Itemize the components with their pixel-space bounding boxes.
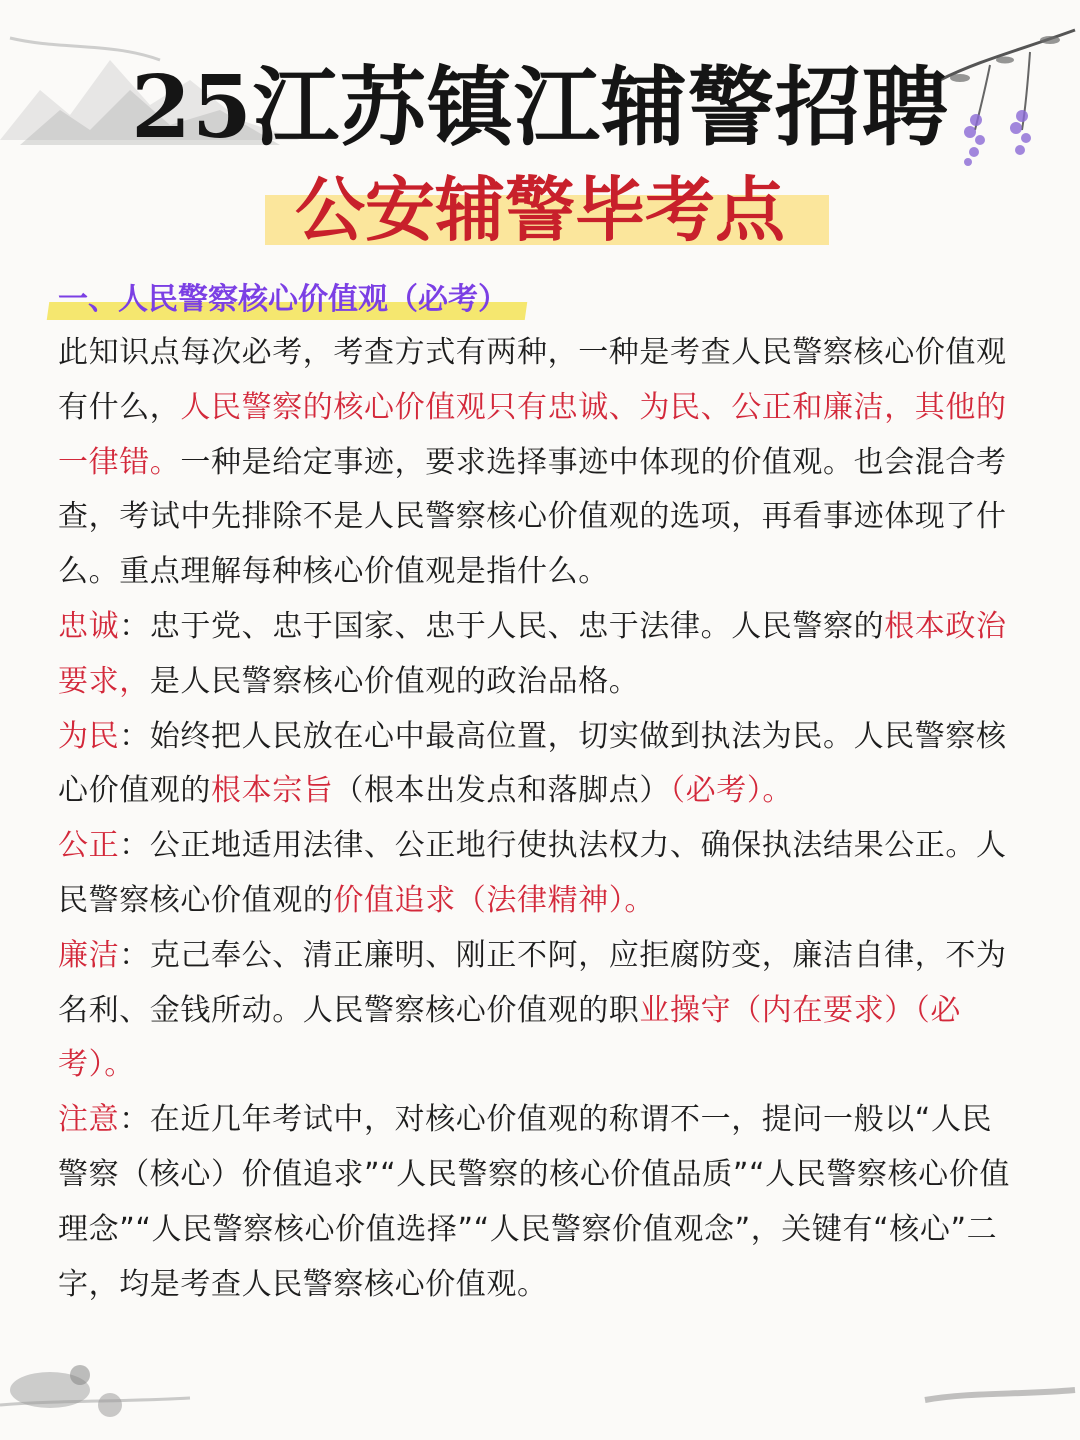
page-title: 25江苏镇江辅警招聘 xyxy=(131,57,949,158)
section-heading: 一、人民警察核心价值观（必考） xyxy=(58,278,522,322)
justice-text-1: ：公正地适用法律、公正地行使执法权力、确保执法结果公正。人民警察核心价值观的 xyxy=(58,828,1007,918)
justice-highlight: 价值追求（法律精神）。 xyxy=(333,882,656,918)
people-highlight-1: 根本宗旨 xyxy=(211,773,334,809)
justice-term: 公正 xyxy=(58,828,120,864)
people-paragraph xyxy=(58,710,1020,820)
people-highlight-2: （必考）。 xyxy=(670,773,794,809)
integrity-paragraph xyxy=(58,929,1020,1093)
integrity-text-1: ：克己奉公、清正廉明、刚正不阿，应拒腐防变，廉洁自律，不为名利、金钱所动。人民警察核心价值观的职 xyxy=(58,937,1007,1028)
integrity-term: 廉洁 xyxy=(58,937,120,973)
note-paragraph xyxy=(58,1093,1020,1312)
note-text: ：在近几年考试中，对核心价值观的称谓不一，提问一般以“人民警察（核心）价值追求”“人民警察的核心价值品质”“人民警察核心价值理念”“人民警察核心价值选择”“人民警察价值观念”，关键有“核心”二字，均是考查人民警察核心价值观。 xyxy=(58,1102,1010,1302)
people-text-2: （根本出发点和落脚点） xyxy=(333,773,671,809)
ink-stroke-decoration-icon xyxy=(920,1370,1080,1430)
ink-splash-decoration-icon xyxy=(0,1330,220,1440)
loyalty-text-2: 是人民警察核心价值观的政治品格。 xyxy=(149,663,640,699)
loyalty-paragraph xyxy=(58,600,1020,710)
intro-text-1: 此知识点每次必考，考查方式有两种，一种是考查人民警察核心价值观有什么， xyxy=(58,335,1007,425)
intro-paragraph xyxy=(58,326,1020,600)
loyalty-highlight: 根本政治要求， xyxy=(58,608,1007,699)
loyalty-term: 忠诚 xyxy=(58,608,120,644)
people-term: 为民 xyxy=(58,718,120,754)
justice-paragraph xyxy=(58,819,1020,929)
integrity-highlight: 业操守（内在要求）（必考）。 xyxy=(58,992,962,1083)
note-term: 注意 xyxy=(58,1102,120,1138)
page-subtitle: 公安辅警毕考点 xyxy=(271,165,809,255)
article-body xyxy=(58,326,1020,1312)
people-text-1: ：始终把人民放在心中最高位置，切实做到执法为民。人民警察核心价值观的 xyxy=(58,718,1007,809)
loyalty-text-1: ：忠于党、忠于国家、忠于人民、忠于法律。人民警察的 xyxy=(119,608,885,644)
intro-text-2: 一种是给定事迹，要求选择事迹中体现的价值观。也会混合考查，考试中先排除不是人民警察核心价值观的选项，再看事迹体现了什么。重点理解每种核心价值观是指什么。 xyxy=(58,444,1007,590)
intro-highlight: 人民警察的核心价值观只有忠诚、为民、公正和廉洁，其他的一律错。 xyxy=(58,389,1007,480)
